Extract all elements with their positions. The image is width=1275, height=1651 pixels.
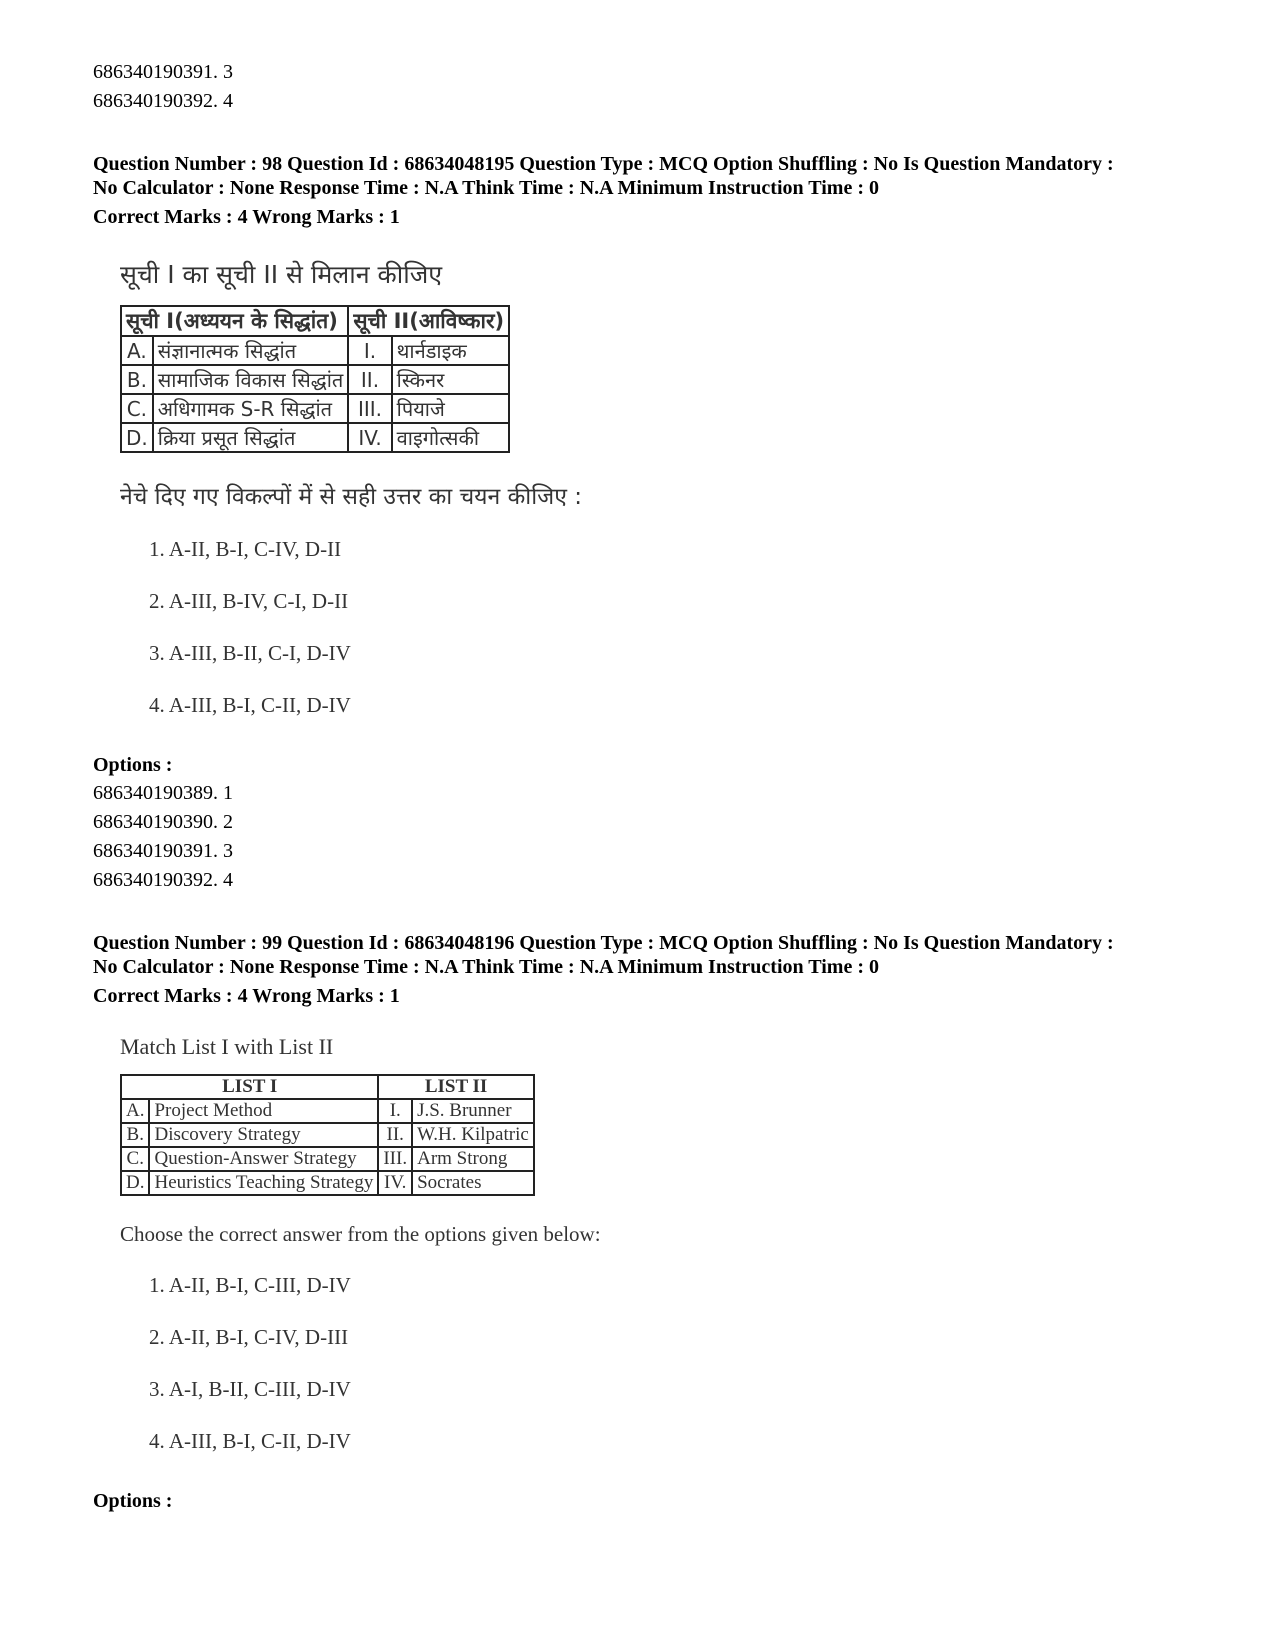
row-match: W.H. Kilpatric <box>412 1123 534 1147</box>
row-item: संज्ञानात्मक सिद्धांत <box>153 336 349 365</box>
options-label: Options : <box>93 1490 173 1512</box>
table-row <box>121 1171 534 1195</box>
table-header-list1: सूची I(अध्ययन के सिद्धांत) <box>121 306 348 336</box>
choose-instruction: नेचे दिए गए विकल्पों में से सही उत्तर का चयन कीजिए : <box>120 484 583 510</box>
table-row <box>121 1147 534 1171</box>
choose-instruction: Choose the correct answer from the options given below: <box>120 1222 601 1246</box>
table-header-row <box>121 1075 534 1099</box>
row-item: Question-Answer Strategy <box>149 1147 378 1171</box>
row-numeral: IV. <box>378 1171 412 1195</box>
table-row <box>121 1099 534 1123</box>
top-options-list <box>93 58 1213 116</box>
question-image <box>120 1034 1213 1467</box>
question-marks: Correct Marks : 4 Wrong Marks : 1 <box>93 985 400 1007</box>
row-match: Arm Strong <box>412 1147 534 1171</box>
answer-choice: 1. A-II, B-I, C-III, D-IV <box>149 1273 351 1297</box>
answer-choice: 3. A-I, B-II, C-III, D-IV <box>149 1377 351 1401</box>
table-row <box>121 1123 534 1147</box>
row-letter: A. <box>121 1099 149 1123</box>
row-item: सामाजिक विकास सिद्धांत <box>153 365 349 394</box>
option-line: 686340190389. 1 <box>93 782 233 804</box>
question-98 <box>93 152 1213 895</box>
row-numeral: I. <box>348 336 391 365</box>
question-99 <box>93 931 1213 1515</box>
table-row <box>121 336 509 365</box>
row-letter: D. <box>121 1171 149 1195</box>
row-item: अधिगामक S-R सिद्धांत <box>153 394 349 423</box>
row-letter: D. <box>121 423 153 452</box>
question-meta-line1: Question Number : 98 Question Id : 68634048195 Question Type : MCQ Option Shuffling : No Is Question Mandatory : <box>93 153 1114 175</box>
row-item: Discovery Strategy <box>149 1123 378 1147</box>
row-numeral: III. <box>378 1147 412 1171</box>
table-header-row <box>121 306 509 336</box>
option-line: 686340190391. 3 <box>93 61 233 83</box>
row-item: क्रिया प्रसूत सिद्धांत <box>153 423 349 452</box>
row-item: Project Method <box>149 1099 378 1123</box>
match-table <box>120 1074 535 1196</box>
question-meta-line2: No Calculator : None Response Time : N.A Think Time : N.A Minimum Instruction Time : 0 <box>93 177 879 199</box>
answer-choice: 3. A-III, B-II, C-I, D-IV <box>149 641 351 665</box>
table-row <box>121 423 509 452</box>
question-marks: Correct Marks : 4 Wrong Marks : 1 <box>93 206 400 228</box>
question-meta-line1: Question Number : 99 Question Id : 68634048196 Question Type : MCQ Option Shuffling : No Is Question Mandatory : <box>93 932 1114 954</box>
row-numeral: I. <box>378 1099 412 1123</box>
match-table <box>120 305 510 453</box>
option-line: 686340190392. 4 <box>93 869 233 891</box>
row-letter: B. <box>121 365 153 394</box>
row-match: थार्नडाइक <box>392 336 510 365</box>
question-title: Match List I with List II <box>120 1034 334 1059</box>
answer-choices <box>120 523 1213 731</box>
table-row <box>121 394 509 423</box>
answer-choice: 2. A-II, B-I, C-IV, D-III <box>149 1325 349 1349</box>
question-meta-line2: No Calculator : None Response Time : N.A Think Time : N.A Minimum Instruction Time : 0 <box>93 956 879 978</box>
table-row <box>121 365 509 394</box>
option-line: 686340190390. 2 <box>93 811 233 833</box>
table-header-list2: सूची II(आविष्कार) <box>348 306 509 336</box>
row-match: वाइगोत्सकी <box>392 423 510 452</box>
options-label: Options : <box>93 754 173 776</box>
question-image <box>120 257 1213 731</box>
row-match: Socrates <box>412 1171 534 1195</box>
row-match: पियाजे <box>392 394 510 423</box>
row-numeral: III. <box>348 394 391 423</box>
row-letter: A. <box>121 336 153 365</box>
answer-choice: 4. A-III, B-I, C-II, D-IV <box>149 693 351 717</box>
row-letter: C. <box>121 1147 149 1171</box>
answer-choices <box>120 1259 1213 1467</box>
options-list <box>93 779 1213 895</box>
table-header-list2: LIST II <box>378 1075 533 1099</box>
row-numeral: II. <box>378 1123 412 1147</box>
row-letter: C. <box>121 394 153 423</box>
question-title: सूची I का सूची II से मिलान कीजिए <box>120 260 443 289</box>
row-match: J.S. Brunner <box>412 1099 534 1123</box>
row-letter: B. <box>121 1123 149 1147</box>
document-page <box>93 58 1213 1515</box>
option-line: 686340190392. 4 <box>93 90 233 112</box>
table-header-list1: LIST I <box>121 1075 378 1099</box>
answer-choice: 2. A-III, B-IV, C-I, D-II <box>149 589 349 613</box>
option-line: 686340190391. 3 <box>93 840 233 862</box>
row-item: Heuristics Teaching Strategy <box>149 1171 378 1195</box>
answer-choice: 1. A-II, B-I, C-IV, D-II <box>149 537 342 561</box>
row-match: स्किनर <box>392 365 510 394</box>
row-numeral: II. <box>348 365 391 394</box>
row-numeral: IV. <box>348 423 391 452</box>
answer-choice: 4. A-III, B-I, C-II, D-IV <box>149 1429 351 1453</box>
